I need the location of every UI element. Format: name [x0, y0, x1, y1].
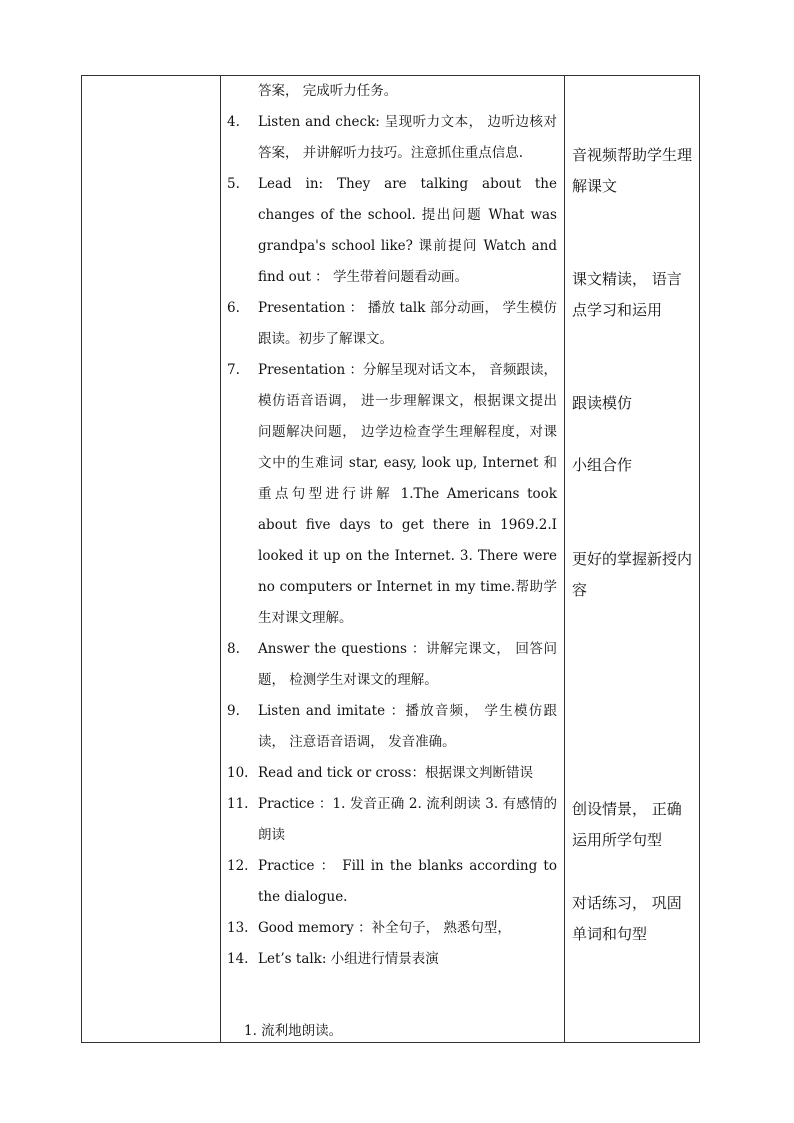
step-row: [227, 634, 557, 696]
step-number: 8.: [227, 641, 240, 657]
step-number: 11.: [227, 796, 249, 812]
step-text: Lead in: They are talking about the changes of the school. 提出问题 What was grandpa's school like? 课前提问 Watch and find out ： 学生带着问题看动画。: [258, 176, 557, 285]
step-text: Listen and check: 呈现听力文本， 边听边核对答案， 并讲解听力技巧。注意抓住重点信息.: [258, 114, 557, 161]
step-row: [227, 851, 557, 913]
step-row: [227, 293, 557, 355]
step-text: Practice ：1. 发音正确 2. 流利朗读 3. 有感情的朗读: [258, 796, 557, 843]
step-text: Presentation ： 播放 talk 部分动画， 学生模仿跟读。初步了解课文。: [258, 300, 557, 347]
step-number: 6.: [227, 300, 240, 316]
note: 音视频帮助学生理解课文: [572, 146, 693, 195]
note: 创设情景， 正确运用所学句型: [572, 800, 682, 849]
step-number: 14.: [227, 951, 249, 967]
lesson-table: [81, 75, 700, 1043]
step-row: [227, 758, 557, 789]
step-text: Let’s talk: 小组进行情景表演: [258, 951, 439, 967]
step-number: 5.: [227, 176, 240, 192]
note: 对话练习， 巩固单词和句型: [572, 894, 682, 943]
step-text: Presentation ：分解呈现对话文本， 音频跟读， 模仿语音语调， 进一步理解课文，根据课文提出问题解决问题， 边学边检查学生理解程度，对课文中的生难词 star, easy, look up, Internet 和重点句型进行讲解 1.The Americans took about five days to get there in 1969.2.I looked it up on the Internet. 3. There were no computers or Internet in my time.帮助学生对课文理解。: [258, 362, 557, 626]
step-row: [227, 76, 557, 107]
column-divider: [564, 76, 565, 1042]
step-row: [227, 913, 557, 944]
step-row: [227, 696, 557, 758]
note: 更好的掌握新授内容: [572, 550, 693, 599]
sub-item: 1. 流利地朗读。: [244, 1023, 343, 1039]
step-row: [227, 355, 557, 634]
step-number: 12.: [227, 858, 249, 874]
step-text: Listen and imitate ：播放音频， 学生模仿跟读， 注意语音语调， 发音准确。: [258, 703, 557, 750]
step-text: Practice ： Fill in the blanks according to the dialogue.: [258, 858, 557, 905]
step-row: [227, 789, 557, 851]
step-number: 7.: [227, 362, 240, 378]
step-number: 9.: [227, 703, 240, 719]
step-text: Read and tick or cross：根据课文判断错误: [258, 765, 533, 781]
step-number: 4.: [227, 114, 240, 130]
step-text: Good memory ：补全句子， 熟悉句型，: [258, 920, 511, 936]
step-number: 13.: [227, 920, 249, 936]
procedure-steps: [227, 76, 557, 975]
step-text: 答案， 完成听力任务。: [258, 83, 398, 99]
step-row: [227, 107, 557, 169]
step-text: Answer the questions ：讲解完课文， 回答问题， 检测学生对课文的理解。: [258, 641, 557, 688]
step-row: [227, 169, 557, 293]
step-number: 10.: [227, 765, 249, 781]
column-divider: [220, 76, 221, 1042]
note: 课文精读， 语言点学习和运用: [572, 270, 682, 319]
note: 小组合作: [572, 456, 633, 474]
step-row: [227, 944, 557, 975]
note: 跟读模仿: [572, 394, 633, 412]
